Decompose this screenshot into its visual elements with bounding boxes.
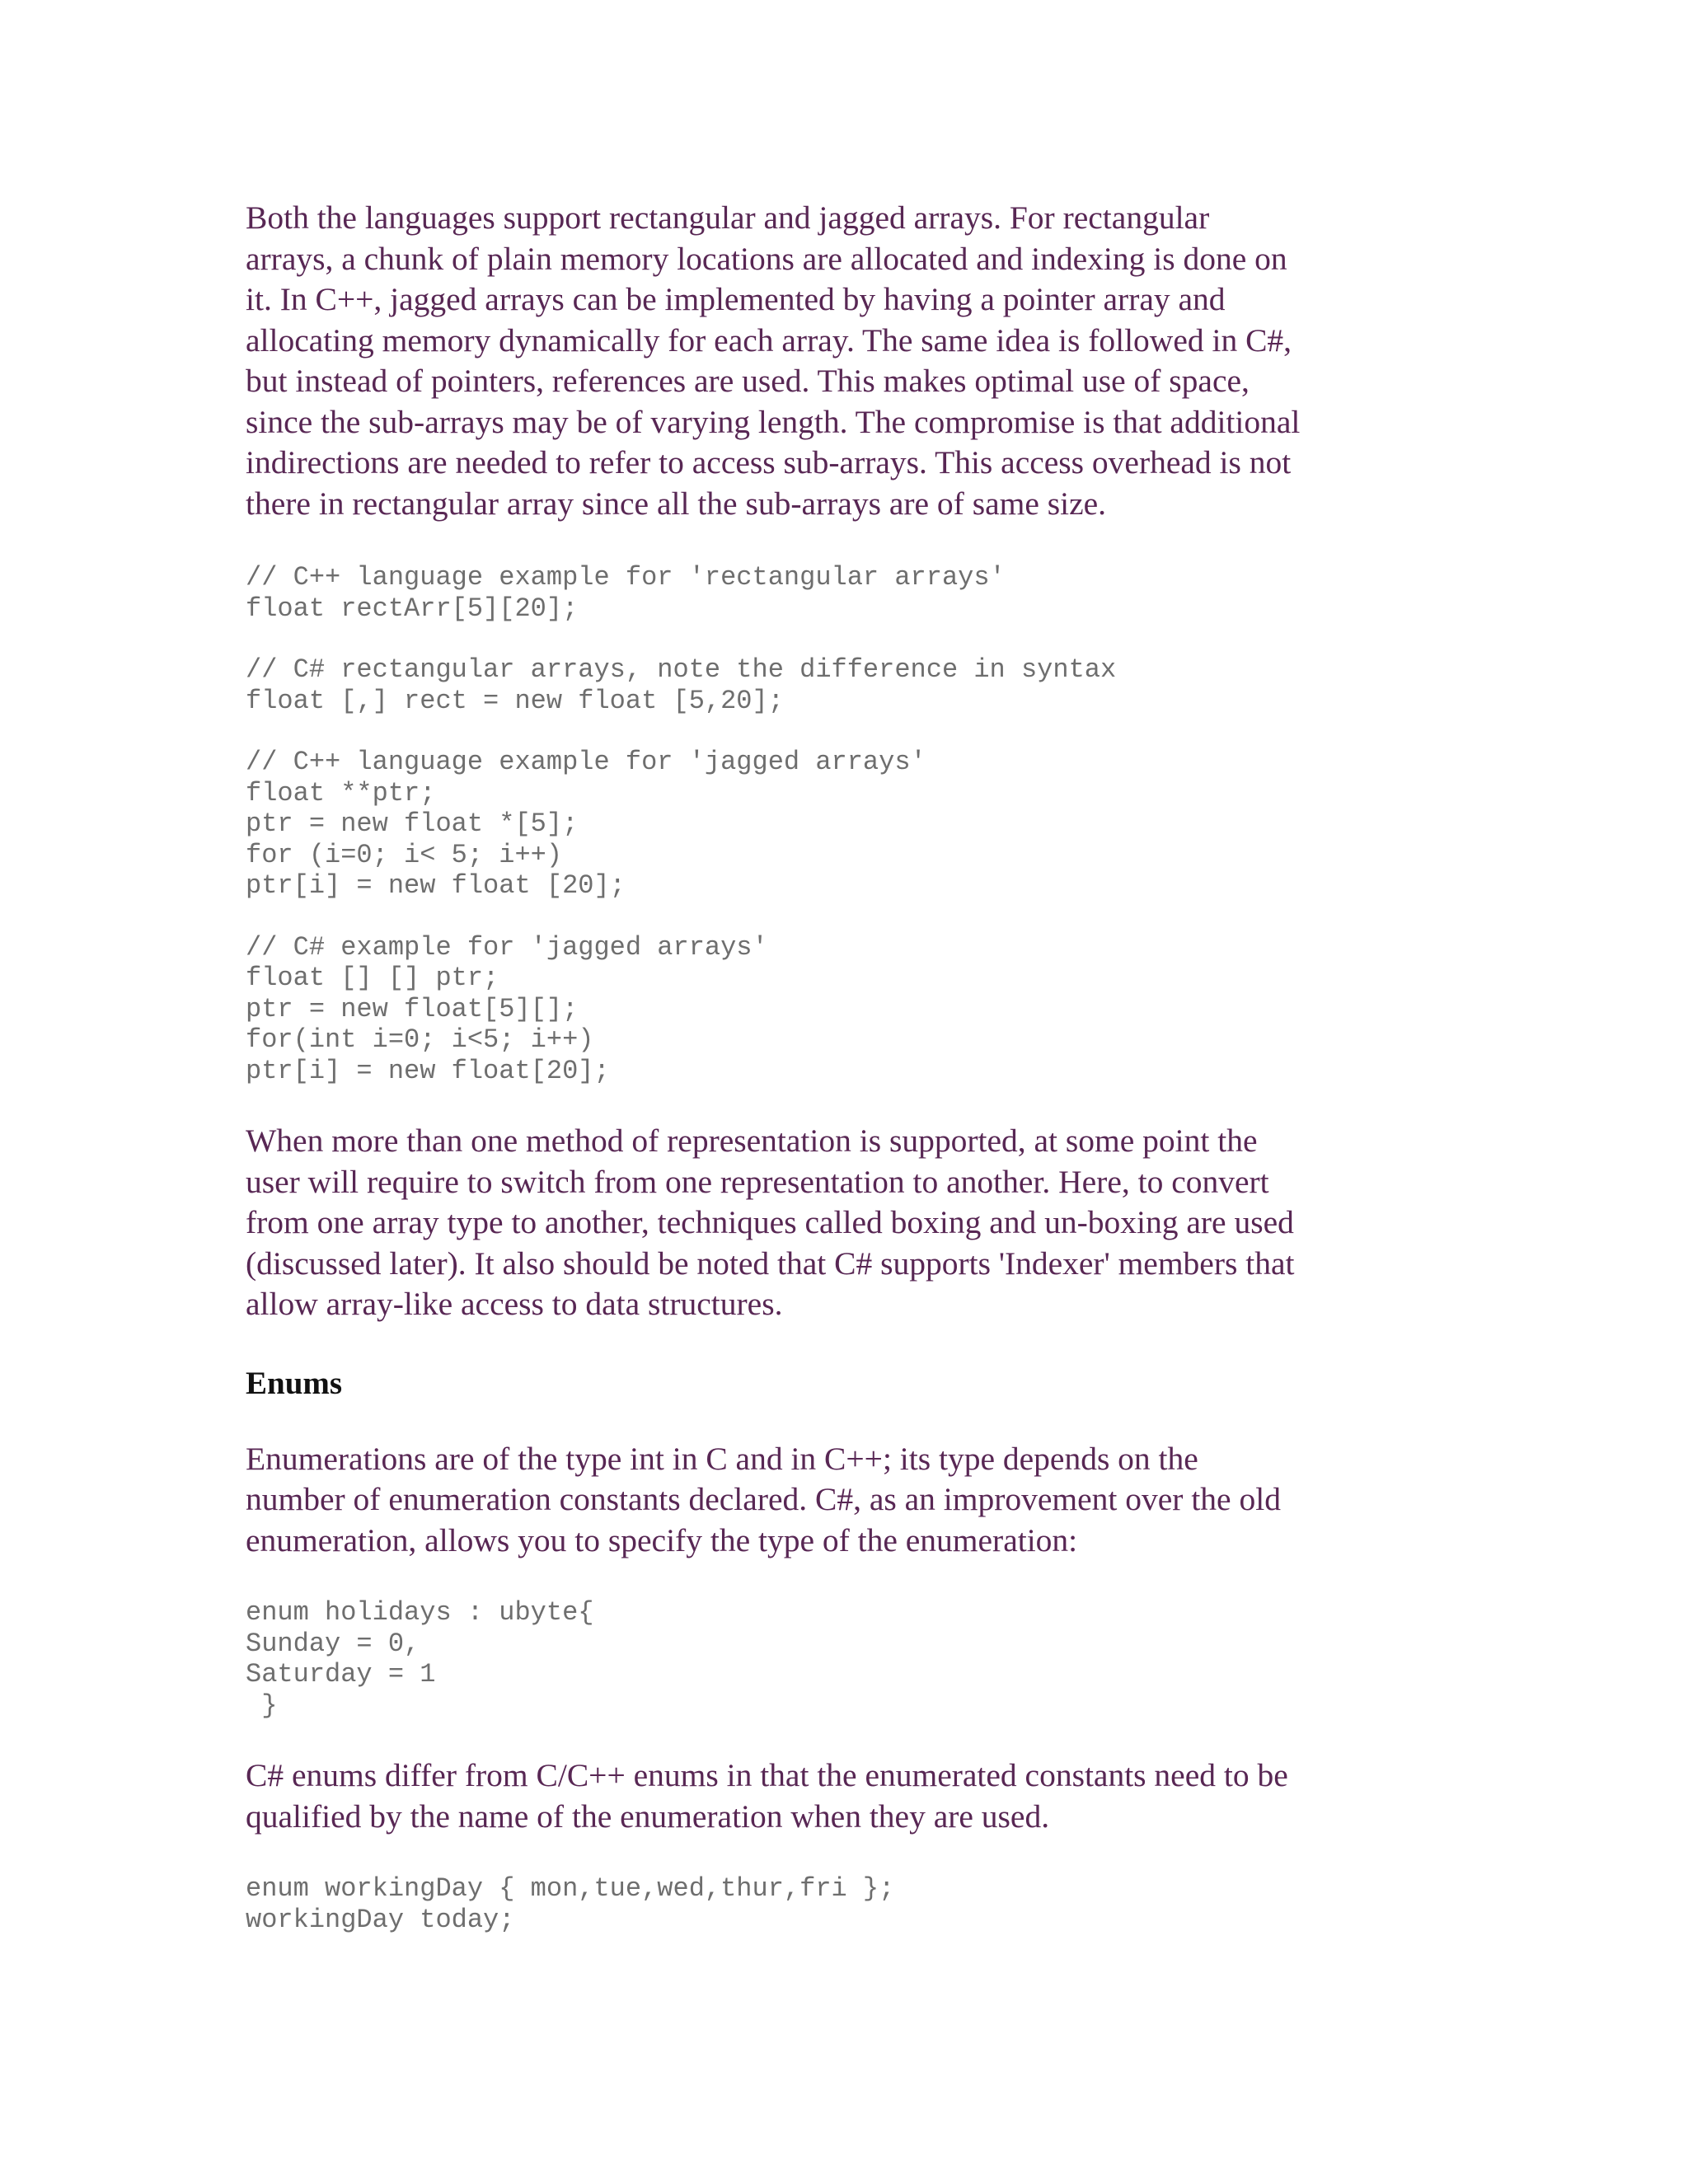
code-line: // C# rectangular arrays, note the difference in syntax [246,654,1117,685]
code-line: for (i=0; i< 5; i++) [246,839,563,870]
text-line: When more than one method of representation is supported, at some point the [246,1122,1258,1159]
text-line: qualified by the name of the enumeration when they are used. [246,1797,1050,1835]
text-line: number of enumeration constants declared. C#, as an improvement over the old [246,1481,1281,1517]
text-line: since the sub-arrays may be of varying length. The compromise is that additional [246,403,1301,440]
text-line: user will require to switch from one representation to another. Here, to convert [246,1163,1269,1200]
text-line: allocating memory dynamically for each array. The same idea is followed in C#, [246,321,1292,359]
paragraph-enums-qualified [246,1755,1449,1837]
code-block-cpp-jagged [246,747,1449,902]
code-block-cpp-rectangular [246,562,1449,624]
paragraph-representation [246,1121,1449,1325]
code-line: Sunday = 0, [246,1628,420,1659]
text-line: arrays, a chunk of plain memory locations are allocated and indexing is done on [246,240,1287,277]
text-line: enumeration, allows you to specify the type of the enumeration: [246,1521,1078,1558]
text-line: allow array-like access to data structures. [246,1286,783,1322]
code-line: enum workingDay { mon,tue,wed,thur,fri }; [246,1873,895,1904]
code-block-enum-holidays [246,1597,1449,1721]
code-line: // C++ language example for 'jagged arrays' [246,747,926,777]
code-line: float rectArr[5][20]; [246,593,579,624]
code-line: ptr = new float[5][]; [246,993,579,1024]
code-block-enum-workingday [246,1873,1449,1935]
text-line: C# enums differ from C/C++ enums in that the enumerated constants need to be [246,1757,1288,1793]
page-content [246,198,1449,1935]
code-line: // C++ language example for 'rectangular arrays' [246,562,1006,593]
text-line: there in rectangular array since all the sub-arrays are of same size. [246,485,1107,522]
code-line: } [246,1690,278,1721]
code-line: ptr[i] = new float [20]; [246,870,626,901]
text-line: indirections are needed to refer to access sub-arrays. This access overhead is not [246,444,1292,480]
code-line: enum holidays : ubyte{ [246,1597,594,1628]
code-line: workingDay today; [246,1904,515,1935]
code-line: float [] [] ptr; [246,963,499,993]
code-line: ptr = new float *[5]; [246,808,579,839]
code-line: float **ptr; [246,777,436,808]
text-line: it. In C++, jagged arrays can be implemented by having a pointer array and [246,281,1226,317]
paragraph-arrays-intro [246,198,1449,524]
section-heading-enums: Enums [246,1365,343,1401]
text-line: from one array type to another, techniques called boxing and un-boxing are used [246,1204,1294,1240]
text-line: (discussed later). It also should be noted that C# supports 'Indexer' members that [246,1244,1295,1282]
code-line: float [,] rect = new float [5,20]; [246,685,784,716]
paragraph-enums-intro [246,1439,1449,1562]
code-line: ptr[i] = new float[20]; [246,1055,610,1086]
code-line: // C# example for 'jagged arrays' [246,931,768,963]
code-block-cs-jagged [246,932,1449,1087]
code-block-cs-rectangular [246,654,1449,716]
text-line: Both the languages support rectangular and jagged arrays. For rectangular [246,199,1210,236]
code-line: for(int i=0; i<5; i++) [246,1024,594,1055]
code-line: Saturday = 1 [246,1659,436,1690]
text-line: Enumerations are of the type int in C and in C++; its type depends on the [246,1440,1198,1477]
text-line: but instead of pointers, references are used. This makes optimal use of space, [246,363,1250,399]
